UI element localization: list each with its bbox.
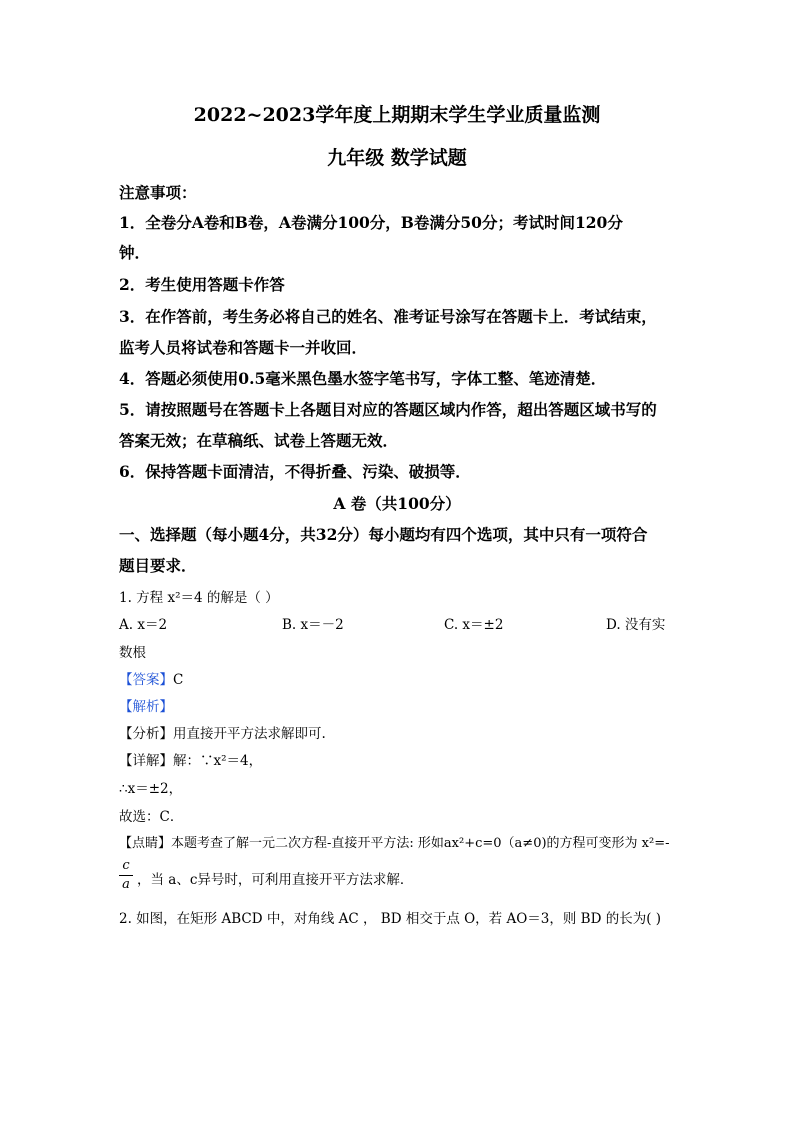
dianjing-tag: 【点睛】	[119, 836, 172, 851]
solution-step: 故选：C．	[119, 809, 184, 825]
answer-tag: 【答案】	[119, 672, 173, 688]
note-line: 答案无效；在草稿纸、试卷上答题无效．	[119, 431, 399, 450]
option-d-wrap: 数根	[119, 645, 146, 661]
note-line: 监考人员将试卷和答题卡一并收回．	[119, 338, 368, 357]
analysis-tag: 【解析】	[119, 699, 173, 715]
part1-heading: 一、选择题（每小题4分，共32分）每小题均有四个选项，其中只有一项符合	[119, 525, 648, 544]
note-line: 1．全卷分A卷和B卷，A卷满分100分，B卷满分50分；考试时间120分	[119, 213, 623, 232]
dianjing-tail: ，当 a、c异号时，可利用直接开平方法求解．	[137, 872, 414, 888]
answer-line	[119, 668, 183, 688]
exam-subtitle: 九年级 数学试题	[327, 147, 467, 169]
note-line: 2．考生使用答题卡作答	[119, 275, 285, 294]
frac-denominator: a	[122, 877, 130, 892]
note-line: 4．答题必须使用0.5毫米黑色墨水签字笔书写，字体工整、笔迹清楚．	[119, 369, 607, 388]
notes-heading: 注意事项：	[119, 183, 197, 202]
fraction-c-over-a	[119, 858, 133, 893]
detail-text: 解：∵x²＝4，	[173, 753, 263, 769]
question-1-stem: 1. 方程 x²＝4 的解是（ ）	[119, 590, 279, 606]
answer-value: C	[173, 672, 184, 688]
dianjing-text: 本题考查了解一元二次方程-直接开平方法: 形如ax²+c=0（a≠0)的方程可变形为 x²=-	[171, 836, 670, 851]
note-line: 钟．	[119, 243, 151, 262]
fenxi-text: 用直接开平方法求解即可.	[173, 726, 326, 742]
frac-bar	[119, 875, 133, 876]
note-line: 6．保持答题卡面清洁，不得折叠、污染、破损等．	[119, 462, 471, 481]
frac-numerator: c	[122, 858, 130, 873]
option-d: D. 没有实	[606, 617, 666, 633]
option-a: A. x＝2	[119, 617, 168, 633]
question-2-stem: 2. 如图，在矩形 ABCD 中，对角线 AC ， BD 相交于点 O，若 AO＝3，则 BD 的长为( )	[119, 911, 662, 927]
section-a-heading: A 卷（共100分）	[333, 494, 461, 513]
option-b: B. x＝－2	[282, 617, 344, 633]
note-line: 3．在作答前，考生务必将自己的姓名、准考证号涂写在答题卡上．考试结束，	[119, 307, 657, 326]
detail-line	[119, 749, 262, 769]
exam-title: 2022~2023学年度上期期末学生学业质量监测	[193, 104, 601, 126]
solution-step: ∴x＝±2，	[119, 781, 183, 797]
part1-heading: 题目要求．	[119, 556, 197, 575]
fenxi-line	[119, 722, 326, 742]
detail-tag: 【详解】	[119, 753, 173, 769]
option-c: C. x＝±2	[444, 617, 504, 633]
dianjing-line	[119, 832, 670, 851]
fenxi-tag: 【分析】	[119, 726, 173, 742]
note-line: 5．请按照题号在答题卡上各题目对应的答题区域内作答，超出答题区域书写的	[119, 400, 657, 419]
